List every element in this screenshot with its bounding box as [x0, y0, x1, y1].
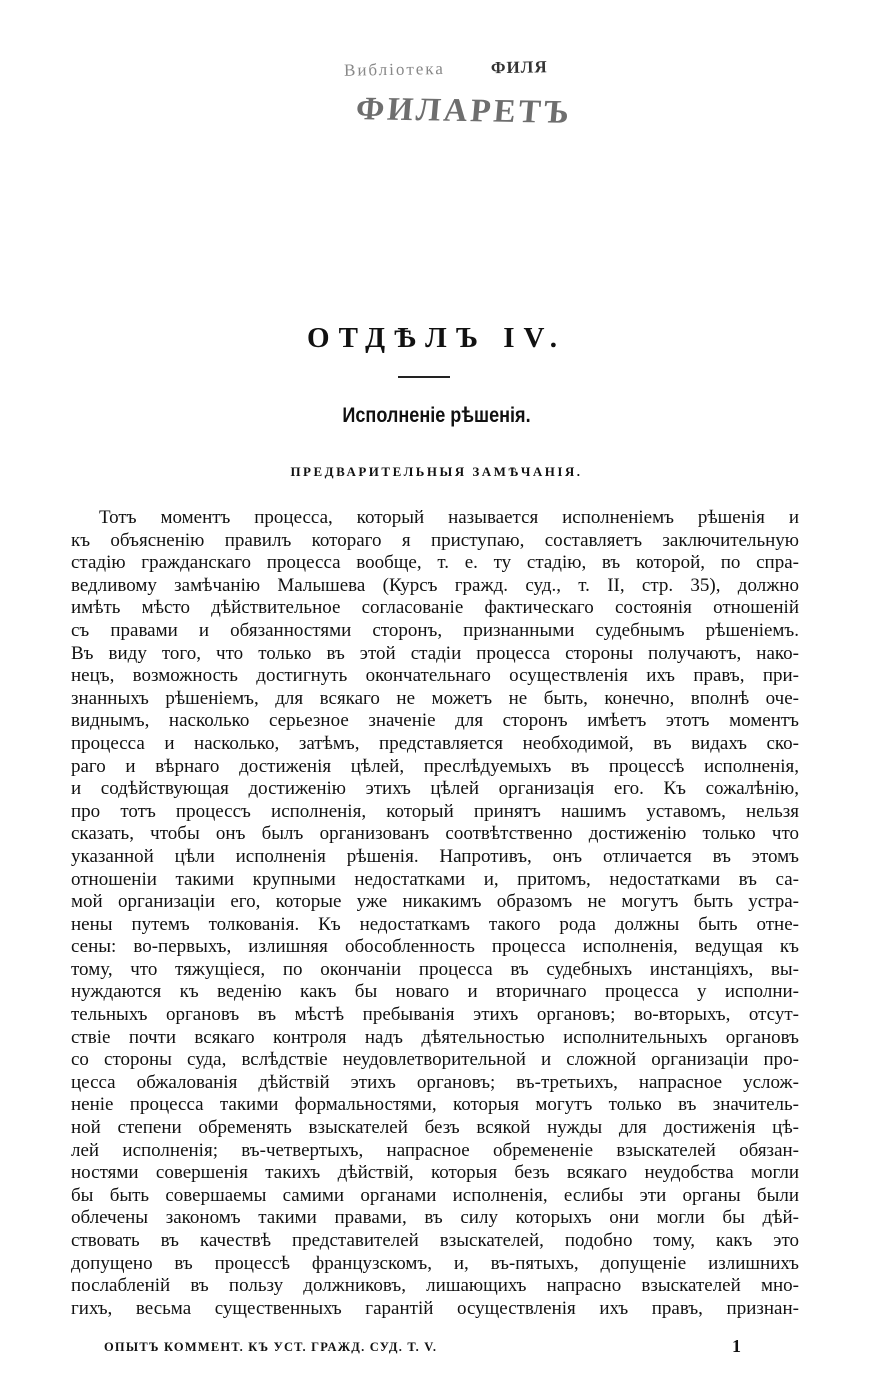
text-line: тому, что тяжущіеся, по окончаніи процесса въ судебныхъ инстанціяхъ, вы- [71, 958, 799, 980]
text-line: про тотъ процессъ исполненія, который принятъ нашимъ уставомъ, нельзя [71, 800, 799, 822]
text-line: ствовать въ качествѣ представителей взыскателей, подобно тому, какъ это [71, 1230, 799, 1251]
text-line: нецъ, возможность достигнуть окончательнаго осуществленія ихъ правъ, при- [71, 665, 799, 687]
title-divider [398, 376, 450, 378]
text-line: отношеніи такими крупными недостатками и, притомъ, недостатками въ са- [71, 868, 799, 890]
text-line: тельныхъ органовъ въ мѣстѣ пребыванія этихъ органовъ; во-вторыхъ, отсут- [71, 1004, 799, 1026]
text-line: допущено въ процессѣ французскомъ, и, въ-пятыхъ, допущеніе излишнихъ [71, 1252, 799, 1274]
footer-signature: ОПЫТЪ КОММЕНТ. КЪ УСТ. ГРАЖД. СУД. Т. V. [104, 1340, 438, 1354]
text-line: Тотъ моментъ процесса, который называется исполненіемъ рѣшенія и [99, 507, 799, 528]
stamp-top-left: Bиблioтека [343, 59, 446, 80]
text-line: указанной цѣли исполненія рѣшенія. Напротивъ, онъ отличается въ этомъ [71, 845, 799, 867]
text-line: ностями совершенія такихъ дѣйствій, которыя безъ всякаго неудобства могли [71, 1162, 799, 1184]
text-line: ствіе почти всякаго контроля надъ дѣятельностью исполнительныхъ органовъ [71, 1026, 799, 1048]
text-line: нены путемъ толкованія. Къ недостаткамъ такого рода должны быть отне- [71, 913, 799, 935]
text-line: ведливому замѣчанію Малышева (Курсъ гражд. суд., т. II, стр. 35), должно [71, 574, 799, 596]
text-line: ной степени обременять взыскателей безъ всякой нужды для достиженія цѣ- [71, 1117, 799, 1139]
text-line: мой организаціи его, которые уже никакимъ образомъ не могутъ быть устра- [71, 891, 799, 913]
body-text [71, 507, 799, 1320]
text-line: со стороны суда, вслѣдствіе неудовлетворительной и сложной организаціи про- [71, 1049, 799, 1071]
chapter-title: ОТДѢЛЪ IV. [307, 322, 566, 354]
text-line: нуждаются къ веденію какъ бы новаго и вторичнаго процесса у исполни- [71, 981, 799, 1003]
text-line: съ правами и обязанностями сторонъ, признанными судебнымъ рѣшеніемъ. [71, 619, 799, 641]
text-line: послабленій въ пользу должниковъ, лишающихъ напрасно взыскателей мно- [71, 1275, 799, 1297]
text-line: лей исполненія; въ-четвертыхъ, напрасное обремененіе взыскателей обязан- [71, 1139, 799, 1161]
stamp-top-right: ФИЛЯ [490, 57, 548, 78]
chapter-subtitle: Исполненіе рѣшенія. [342, 404, 531, 427]
library-stamp [330, 55, 630, 145]
text-line: къ объясненію правилъ котораго я приступаю, составляетъ заключительную [71, 529, 799, 551]
text-line: раго и вѣрнаго достиженія цѣлей, преслѣдуемыхъ въ процессѣ исполненія, [71, 755, 799, 777]
text-line: процесса и насколько, затѣмъ, представляется необходимой, въ видахъ ско- [71, 732, 799, 754]
text-line: сказать, чтобы онъ былъ организованъ соотвѣтственно достиженію только что [71, 823, 799, 845]
text-line: виднымъ, насколько серьезное значеніе для сторонъ имѣетъ этотъ моментъ [71, 710, 799, 732]
text-line: облечены закономъ такими правами, въ силу которыхъ они могли бы дѣй- [71, 1207, 799, 1229]
text-line: знанныхъ рѣшеніемъ, для всякаго не можетъ не быть, конечно, вполнѣ оче- [71, 687, 799, 709]
section-heading: ПРЕДВАРИТЕЛЬНЫЯ ЗАМѢЧАНІЯ. [290, 464, 583, 479]
text-line: имѣть мѣсто дѣйствительное согласованіе фактическаго состоянія отношеній [71, 597, 799, 619]
text-line: сены: во-первыхъ, излишняя обособленность процесса исполненія, ведущая къ [71, 936, 799, 958]
text-line: цесса обжалованія дѣйствій этихъ органовъ; въ-третьихъ, напрасное услож- [71, 1071, 799, 1093]
text-line: стадію гражданскаго процесса вообще, т. е. ту стадію, въ которой, по спра- [71, 552, 799, 574]
text-line: бы быть совершаемы самими органами исполненія, еслибы эти органы были [71, 1184, 799, 1206]
text-line: Въ виду того, что только въ этой стадіи процесса стороны получаютъ, нако- [71, 642, 799, 664]
text-line: неніе процесса такими формальностями, которыя могутъ только въ значитель- [71, 1094, 799, 1116]
page-number: 1 [732, 1336, 741, 1356]
page-footer [104, 1336, 744, 1360]
text-line: и содѣйствующая достиженію этихъ цѣлей организація его. Къ сожалѣнію, [71, 778, 799, 800]
text-line: гихъ, весьма существенныхъ гарантій осуществленія ихъ правъ, признан- [71, 1297, 799, 1319]
stamp-top-line [344, 57, 548, 81]
stamp-main-text: ФИЛАРЕТЪ [354, 91, 574, 131]
